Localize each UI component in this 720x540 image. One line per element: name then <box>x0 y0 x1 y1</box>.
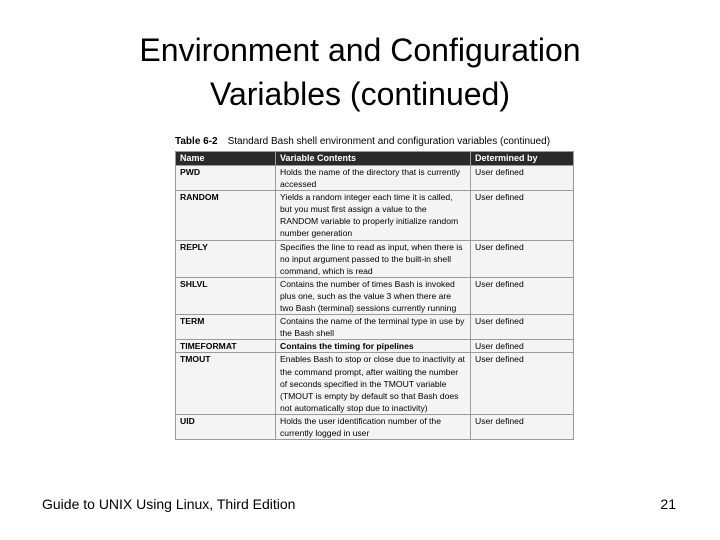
variable-contents: Contains the name of the terminal type in use by the Bash shell <box>276 315 471 340</box>
variable-contents: Holds the name of the directory that is currently accessed <box>276 166 471 191</box>
variable-contents: Contains the number of times Bash is invoked plus one, such as the value 3 when there are two Bash (terminal) sessions currently running <box>276 277 471 314</box>
variable-determined-by: User defined <box>471 166 574 191</box>
slide-title <box>0 28 720 116</box>
variable-contents: Contains the timing for pipelines <box>276 340 471 353</box>
footer-book-title: Guide to UNIX Using Linux, Third Edition <box>42 496 296 512</box>
table-row <box>176 277 574 314</box>
variable-name: RANDOM <box>176 191 276 240</box>
variable-contents: Enables Bash to stop or close due to inactivity at the command prompt, after waiting the number of seconds specified in the TMOUT variable (TMOUT is empty by default so that Bash does not automatically stop due to inactivity) <box>276 353 471 414</box>
slide-title-line-2: Variables (continued) <box>209 76 510 112</box>
variable-contents: Specifies the line to read as input, when there is no input argument passed to the built-in shell command, which is read <box>276 240 471 277</box>
table-row <box>176 414 574 439</box>
variable-determined-by: User defined <box>471 414 574 439</box>
header-determined-by: Determined by <box>471 152 574 166</box>
variable-name: TERM <box>176 315 276 340</box>
table-row <box>176 191 574 240</box>
header-name: Name <box>176 152 276 166</box>
variable-name: SHLVL <box>176 277 276 314</box>
table-figure <box>175 135 573 440</box>
variable-contents: Holds the user identification number of the currently logged in user <box>276 414 471 439</box>
variable-determined-by: User defined <box>471 191 574 240</box>
table-row <box>176 340 574 353</box>
variable-determined-by: User defined <box>471 240 574 277</box>
variable-determined-by: User defined <box>471 340 574 353</box>
header-variable-contents: Variable Contents <box>276 152 471 166</box>
table-row <box>176 240 574 277</box>
table-row <box>176 353 574 414</box>
table-caption-number: Table 6-2 <box>175 136 218 147</box>
table-caption-text: Standard Bash shell environment and configuration variables (continued) <box>227 136 551 147</box>
table-row <box>176 315 574 340</box>
variables-table <box>175 151 574 440</box>
variable-name: TIMEFORMAT <box>176 340 276 353</box>
variable-name: REPLY <box>176 240 276 277</box>
variable-name: UID <box>176 414 276 439</box>
table-caption <box>175 135 573 151</box>
variable-determined-by: User defined <box>471 353 574 414</box>
variable-contents: Yields a random integer each time it is called, but you must first assign a value to the RANDOM variable to properly initialize random number generation <box>276 191 471 240</box>
variable-determined-by: User defined <box>471 315 574 340</box>
variable-determined-by: User defined <box>471 277 574 314</box>
variable-name: PWD <box>176 166 276 191</box>
variable-name: TMOUT <box>176 353 276 414</box>
table-header-row <box>176 152 574 166</box>
page-number: 21 <box>660 496 676 512</box>
table-row <box>176 166 574 191</box>
slide-title-line-1: Environment and Configuration <box>139 32 581 68</box>
